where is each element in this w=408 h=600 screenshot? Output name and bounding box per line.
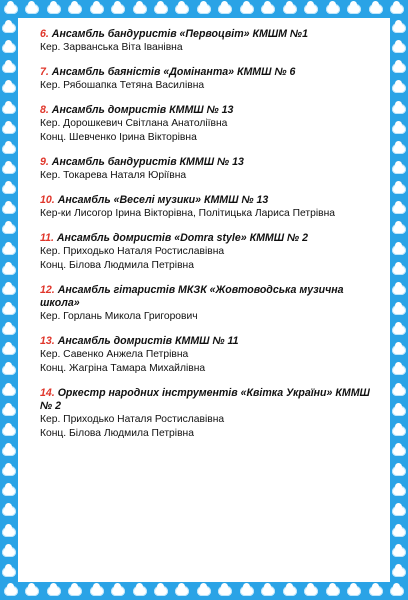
cloud-icon (304, 586, 318, 596)
cloud-icon (2, 285, 16, 295)
cloud-icon (47, 4, 61, 14)
cloud-icon (2, 63, 16, 73)
cloud-icon (2, 365, 16, 375)
cloud-icon (197, 586, 211, 596)
entry-number: 7. (40, 66, 49, 78)
entry-number: 9. (40, 156, 49, 168)
cloud-icon (218, 586, 232, 596)
entry-title (40, 387, 370, 413)
entry-person: Кер. Савенко Анжела Петрівна (40, 349, 189, 360)
program-entry (40, 66, 370, 93)
entry-title-text: Ансамбль бандуристів «Первоцвіт» КМШМ №1 (51, 28, 308, 40)
entry-person: Кер. Приходько Наталя Ростиславівна (40, 414, 225, 425)
entry-title (40, 194, 370, 207)
cloud-icon (240, 4, 254, 14)
cloud-icon (392, 345, 406, 355)
cloud-icon (392, 426, 406, 436)
entry-person: Кер. Рябошапка Тетяна Василівна (40, 80, 205, 91)
cloud-icon (154, 586, 168, 596)
cloud-icon (392, 305, 406, 315)
cloud-icon (111, 4, 125, 14)
cloud-border-top (0, 0, 408, 18)
cloud-icon (326, 586, 340, 596)
cloud-icon (392, 446, 406, 456)
entry-person: Кер. Токарева Наталя Юріївна (40, 170, 187, 181)
cloud-icon (218, 4, 232, 14)
entry-person: Кер-ки Лисогор Ірина Вікторівна, Політицька Лариса Петрівна (40, 208, 336, 219)
entry-number: 10. (40, 194, 55, 206)
cloud-icon (326, 4, 340, 14)
cloud-icon (369, 586, 383, 596)
entry-title-text: Ансамбль домристів «Domra style» КММШ № 2 (56, 232, 309, 244)
program-entry (40, 28, 370, 55)
cloud-icon (392, 124, 406, 134)
cloud-icon (392, 43, 406, 53)
cloud-icon (392, 386, 406, 396)
cloud-icon (392, 23, 406, 33)
entry-person: Конц. Білова Людмила Петрівна (40, 428, 194, 439)
entry-person: Конц. Жагріна Тамара Михайлівна (40, 363, 206, 374)
cloud-icon (68, 586, 82, 596)
cloud-icon (154, 4, 168, 14)
cloud-icon (2, 345, 16, 355)
cloud-icon (4, 586, 18, 596)
cloud-icon (2, 204, 16, 214)
cloud-icon (392, 325, 406, 335)
cloud-icon (2, 124, 16, 134)
cloud-icon (2, 164, 16, 174)
cloud-icon (2, 466, 16, 476)
cloud-icon (111, 586, 125, 596)
cloud-border-bottom (0, 582, 408, 600)
entry-number: 12. (40, 284, 55, 296)
entry-title-text: Ансамбль домристів КММШ № 11 (57, 335, 239, 347)
cloud-icon (261, 586, 275, 596)
cloud-icon (392, 265, 406, 275)
entry-title (40, 104, 370, 117)
cloud-icon (2, 305, 16, 315)
entry-person: Кер. Зарванська Віта Іванівна (40, 42, 183, 53)
cloud-icon (392, 164, 406, 174)
cloud-icon (133, 4, 147, 14)
entry-title (40, 284, 370, 310)
cloud-icon (2, 325, 16, 335)
cloud-icon (392, 527, 406, 537)
cloud-icon (2, 547, 16, 557)
program-entry (40, 232, 370, 273)
entry-title-text: Ансамбль гітаристів МКЗК «Жовтоводська музична школа» (40, 284, 344, 309)
cloud-icon (392, 245, 406, 255)
cloud-icon (2, 144, 16, 154)
cloud-icon (392, 63, 406, 73)
cloud-icon (2, 386, 16, 396)
cloud-icon (392, 365, 406, 375)
program-entry (40, 335, 370, 376)
cloud-icon (2, 265, 16, 275)
cloud-icon (2, 567, 16, 577)
cloud-icon (392, 506, 406, 516)
cloud-icon (392, 547, 406, 557)
entry-title-text: Ансамбль домристів КММШ № 13 (51, 104, 234, 116)
entry-number: 13. (40, 335, 55, 347)
cloud-icon (2, 486, 16, 496)
cloud-icon (25, 4, 39, 14)
cloud-icon (392, 184, 406, 194)
entry-title (40, 28, 370, 41)
cloud-icon (175, 4, 189, 14)
cloud-icon (2, 23, 16, 33)
cloud-icon (369, 4, 383, 14)
entry-title (40, 232, 370, 245)
cloud-icon (2, 506, 16, 516)
cloud-icon (2, 43, 16, 53)
cloud-icon (2, 406, 16, 416)
cloud-icon (175, 586, 189, 596)
cloud-icon (347, 4, 361, 14)
cloud-icon (392, 466, 406, 476)
entry-title-text: Оркестр народних інструментів «Квітка України» КММШ № 2 (40, 387, 370, 412)
entry-title (40, 66, 370, 79)
cloud-icon (392, 406, 406, 416)
entry-person: Кер. Горлань Микола Григорович (40, 311, 198, 322)
cloud-icon (240, 586, 254, 596)
cloud-icon (2, 527, 16, 537)
cloud-icon (390, 4, 404, 14)
entry-number: 8. (40, 104, 49, 116)
cloud-icon (25, 586, 39, 596)
cloud-icon (261, 4, 275, 14)
entry-person: Кер. Дорошкевич Світлана Анатоліївна (40, 118, 228, 129)
cloud-icon (68, 4, 82, 14)
cloud-icon (392, 204, 406, 214)
cloud-icon (392, 285, 406, 295)
cloud-icon (392, 144, 406, 154)
cloud-icon (304, 4, 318, 14)
program-list (18, 18, 390, 582)
cloud-icon (392, 224, 406, 234)
cloud-icon (392, 567, 406, 577)
cloud-icon (2, 83, 16, 93)
entry-title-text: Ансамбль «Веселі музики» КММШ № 13 (57, 194, 269, 206)
entry-title-text: Ансамбль баяністів «Домінанта» КММШ № 6 (51, 66, 296, 78)
cloud-icon (4, 4, 18, 14)
cloud-icon (390, 586, 404, 596)
cloud-icon (347, 586, 361, 596)
entry-number: 6. (40, 28, 49, 40)
cloud-icon (392, 83, 406, 93)
entry-title (40, 156, 370, 169)
cloud-icon (2, 104, 16, 114)
cloud-icon (283, 4, 297, 14)
cloud-icon (2, 426, 16, 436)
program-entry (40, 387, 370, 441)
cloud-icon (2, 245, 16, 255)
cloud-border-left (0, 18, 18, 582)
entry-title-text: Ансамбль бандуристів КММШ № 13 (51, 156, 244, 168)
entry-number: 14. (40, 387, 55, 399)
entry-title (40, 335, 370, 348)
program-entry (40, 104, 370, 145)
cloud-icon (133, 586, 147, 596)
cloud-icon (197, 4, 211, 14)
cloud-icon (283, 586, 297, 596)
cloud-icon (90, 586, 104, 596)
cloud-icon (47, 586, 61, 596)
cloud-icon (2, 446, 16, 456)
cloud-icon (90, 4, 104, 14)
entry-person: Конц. Шевченко Ірина Вікторівна (40, 132, 197, 143)
cloud-icon (392, 486, 406, 496)
cloud-icon (392, 104, 406, 114)
cloud-border-right (390, 18, 408, 582)
program-entry (40, 284, 370, 324)
entry-number: 11. (40, 232, 54, 244)
entry-person: Конц. Білова Людмила Петрівна (40, 260, 194, 271)
cloud-icon (2, 184, 16, 194)
cloud-icon (2, 224, 16, 234)
entry-person: Кер. Приходько Наталя Ростиславівна (40, 246, 225, 257)
program-entry (40, 156, 370, 183)
program-entry (40, 194, 370, 221)
